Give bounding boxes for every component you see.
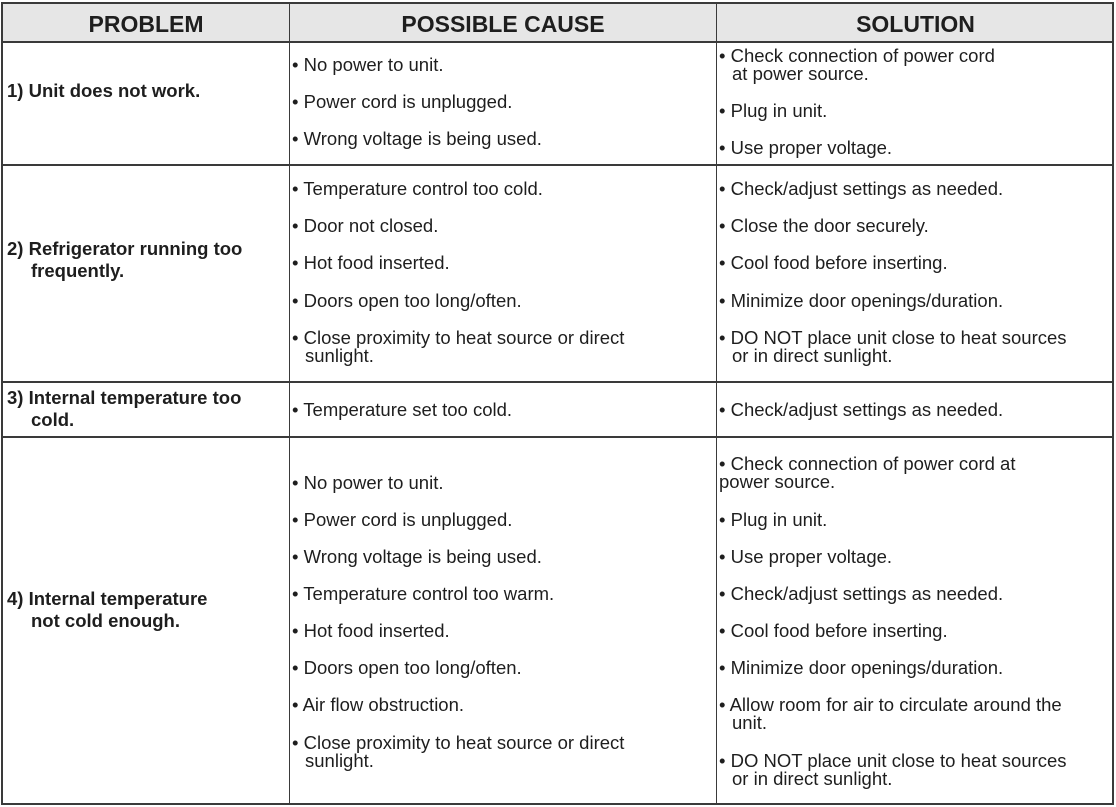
row-divider (3, 164, 1112, 166)
solution-item: • Use proper voltage. (719, 137, 893, 158)
problem-text-cont: cold. (31, 409, 75, 430)
cause-item: • Close proximity to heat source or direct sunlight. (292, 732, 625, 771)
problem-cell (7, 387, 241, 431)
cause-item: • Hot food inserted. (292, 252, 450, 273)
solution-item: • DO NOT place unit close to heat sources or in direct sunlight. (719, 327, 1067, 366)
row-divider (3, 436, 1112, 438)
problem-text: 3) Internal temperature too (7, 387, 242, 408)
solution-item: • Close the door securely. (719, 215, 929, 236)
cause-item: • Air flow obstruction. (292, 694, 465, 715)
cause-item: • Doors open too long/often. (292, 657, 522, 678)
cause-item: • Power cord is unplugged. (292, 509, 513, 530)
problem-text-cont: not cold enough. (31, 610, 181, 631)
problem-text-cont: frequently. (31, 260, 125, 281)
solution-item: • Use proper voltage. (719, 546, 893, 567)
cause-item: • Wrong voltage is being used. (292, 128, 542, 149)
column-divider (289, 4, 290, 803)
cause-item: • Temperature set too cold. (292, 399, 513, 420)
solution-item: • Minimize door openings/duration. (719, 657, 1004, 678)
header-solution: SOLUTION (856, 11, 975, 37)
solution-item: • Plug in unit. (719, 100, 828, 121)
cause-item: • Temperature control too cold. (292, 178, 543, 199)
header-problem: PROBLEM (88, 11, 204, 37)
solution-item: • Minimize door openings/duration. (719, 290, 1004, 311)
solution-item: • Check connection of power cord at power source. (719, 45, 995, 84)
problem-text: 1) Unit does not work. (7, 80, 201, 101)
problem-cell (7, 80, 200, 102)
cause-item: • No power to unit. (292, 472, 444, 493)
cause-item: • Door not closed. (292, 215, 439, 236)
column-divider (716, 4, 717, 803)
row-divider (3, 381, 1112, 383)
cause-item: • Temperature control too warm. (292, 583, 555, 604)
solution-item: • Check/adjust settings as needed. (719, 178, 1004, 199)
solution-item: • Cool food before inserting. (719, 252, 948, 273)
table-header (3, 4, 1112, 43)
cause-item: • Power cord is unplugged. (292, 91, 513, 112)
troubleshooting-table (1, 2, 1114, 805)
problem-cell (7, 238, 242, 282)
cause-item: • Doors open too long/often. (292, 290, 522, 311)
cause-item: • Wrong voltage is being used. (292, 546, 542, 567)
solution-item: • Check/adjust settings as needed. (719, 399, 1004, 420)
solution-item: • Check connection of power cord at power source. (719, 453, 1016, 492)
problem-text: 2) Refrigerator running too (7, 238, 243, 259)
solution-item: • Allow room for air to circulate around the unit. (719, 694, 1062, 733)
solution-item: • DO NOT place unit close to heat sources or in direct sunlight. (719, 750, 1067, 789)
solution-item: • Cool food before inserting. (719, 620, 948, 641)
solution-item: • Plug in unit. (719, 509, 828, 530)
cause-item: • No power to unit. (292, 54, 444, 75)
problem-text: 4) Internal temperature (7, 588, 208, 609)
cause-item: • Close proximity to heat source or direct sunlight. (292, 327, 625, 366)
solution-item: • Check/adjust settings as needed. (719, 583, 1004, 604)
header-possible-cause: POSSIBLE CAUSE (401, 11, 605, 37)
problem-cell (7, 588, 207, 632)
cause-item: • Hot food inserted. (292, 620, 450, 641)
